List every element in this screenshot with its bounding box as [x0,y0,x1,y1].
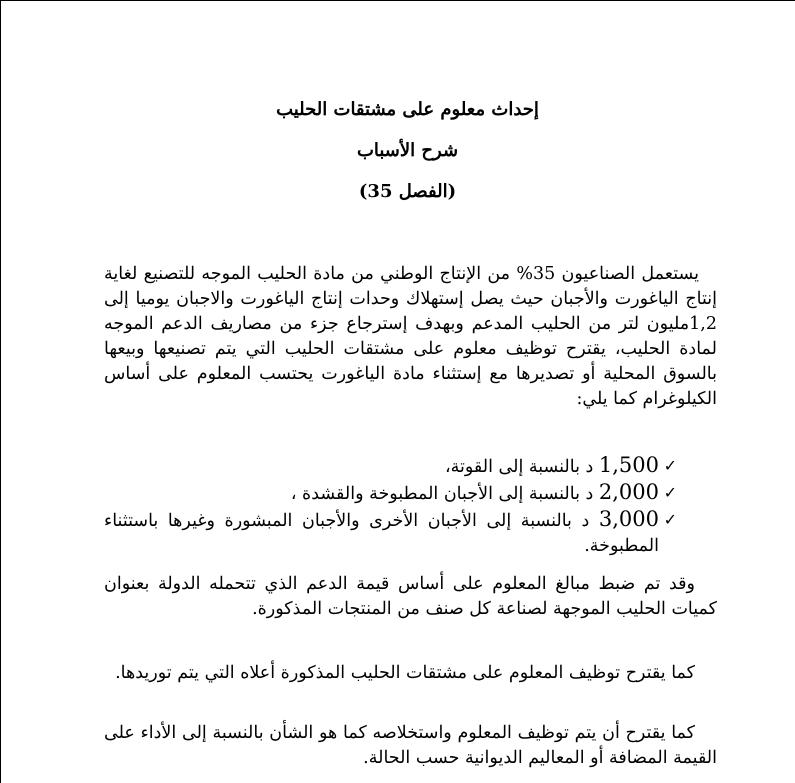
rate-description: د بالنسبة إلى الأجبان المطبوخة والقشدة ، [290,484,599,504]
import-paragraph: كما يقترح توظيف المعلوم على مشتقات الحليب المذكورة أعلاه التي يتم توريدها. [115,663,695,683]
collection-section [104,721,717,771]
rate-item [104,453,717,480]
rate-item [104,507,717,559]
rates-list [104,453,717,559]
adjustment-section [104,572,717,622]
document-title: إحداث معلوم على مشتقات الحليب [276,99,539,120]
check-mark-icon: ✓ [663,510,677,529]
rate-amount: 2,000 [598,480,659,504]
rate-item [104,480,717,507]
chapter-label: (الفصل 35) [358,181,457,202]
rate-description: د بالنسبة إلى القوتة، [444,457,599,477]
import-section [104,661,717,686]
title-block [1,99,795,222]
rate-description: د بالنسبة إلى الأجبان الأخرى والأجبان المبشورة وغيرها باستثناء المطبوخة. [104,511,659,556]
check-mark-icon: ✓ [663,483,677,502]
adjustment-paragraph: وقد تم ضبط مبالغ المعلوم على أساس قيمة الدعم الذي تتحمله الدولة بعنوان كميات الحليب الموجهة لصناعة كل صنف من المنتجات المذكورة. [104,574,717,619]
intro-section [104,262,717,412]
intro-paragraph: يستعمل الصناعيون 35% من الإنتاج الوطني من مادة الحليب الموجه للتصنيع لغاية إنتاج الياغورت والأجبان حيث يصل إستهلاك وحدات إنتاج الياغورت والاجبان يوميا إلى 1,2مليون لتر من الحليب المدعم وبهدف إسترجاع جزء من مصاريف الدعم الموجه لمادة الحليب، يقترح توظيف معلوم على مشتقات الحليب التي يتم تصنيعها وبيعها بالسوق المحلية أو تصديرها مع إستثناء مادة الياغورت يحتسب المعلوم على أساس الكيلوغرام كما يلي: [104,264,717,409]
rate-amount: 3,000 [598,507,659,531]
rate-amount: 1,500 [598,453,659,477]
collection-paragraph: كما يقترح أن يتم توظيف المعلوم واستخلاصه كما هو الشأن بالنسبة إلى الأداء على القيمة المضافة أو المعاليم الديوانية حسب الحالة. [104,723,717,768]
check-mark-icon: ✓ [663,456,677,475]
document-subtitle: شرح الأسباب [356,140,459,161]
